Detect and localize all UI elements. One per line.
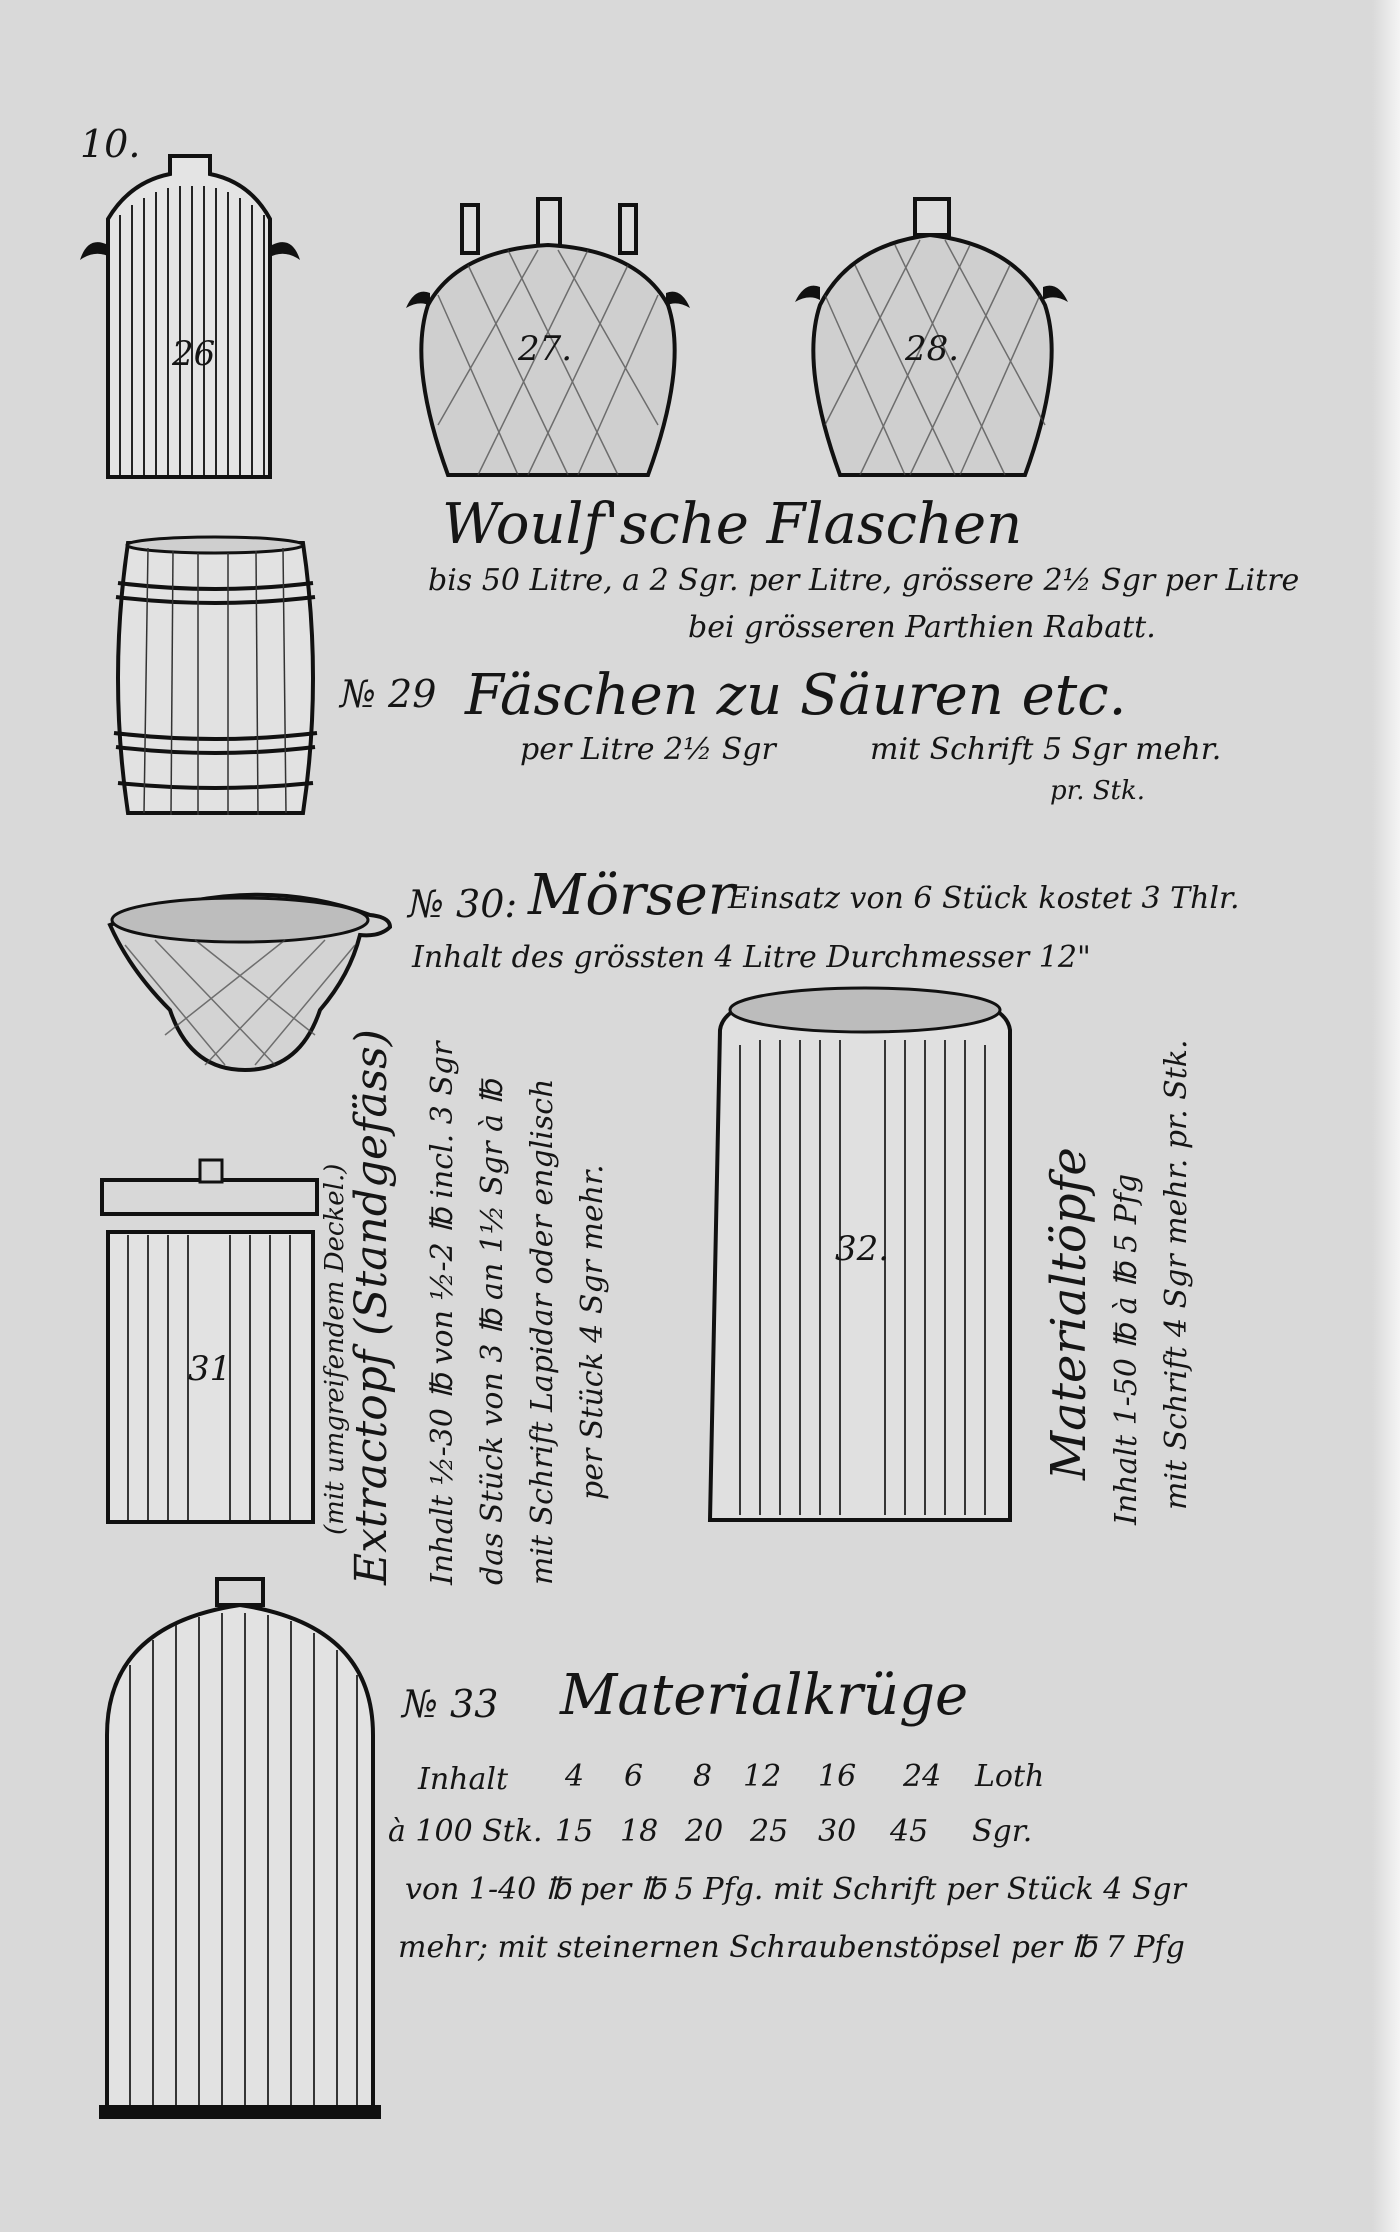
- woulf-line2: bei grösseren Parthien Rabatt.: [688, 610, 1156, 645]
- barrel-29-illustration: [108, 533, 323, 823]
- page-number: 10.: [80, 122, 141, 166]
- item-31-line3: mit Schrift Lapidar oder englisch: [525, 1078, 560, 1585]
- item-33-inhalt-value: 4: [565, 1759, 585, 1794]
- item-32-line1: Inhalt 1-50 ℔ à ℔ 5 Pfg: [1109, 1173, 1144, 1525]
- item-33-title: Materialkrüge: [560, 1663, 969, 1728]
- item-31-line4: per Stück 4 Sgr mehr.: [575, 1164, 610, 1500]
- item-30-title: Mörser: [528, 863, 735, 928]
- item-33-number: № 33: [402, 1682, 499, 1726]
- item-30-line1: Einsatz von 6 Stück kostet 3 Thlr.: [728, 881, 1240, 916]
- label-31: 31: [188, 1349, 232, 1389]
- item-33-preis-label: à 100 Stk.: [388, 1814, 543, 1849]
- item-29-number: № 29: [340, 672, 437, 716]
- label-28: 28.: [905, 329, 960, 369]
- item-33-inhalt-value: 8: [693, 1759, 713, 1794]
- item-31-title: Extractopf (Standgefäss): [346, 1029, 397, 1585]
- item-33-preis-value: 20: [685, 1814, 724, 1849]
- item-29-price: per Litre 2½ Sgr: [520, 732, 776, 767]
- woulf-line1: bis 50 Litre, a 2 Sgr. per Litre, grössere 2½ Sgr per Litre: [428, 563, 1300, 598]
- item-33-preis-value: 45: [890, 1814, 929, 1849]
- jug-33-illustration: [95, 1575, 395, 2145]
- item-33-inhalt-label: Inhalt: [418, 1762, 509, 1797]
- item-31-line1: Inhalt ½-30 ℔ von ½-2 ℔ incl. 3 Sgr: [425, 1041, 460, 1585]
- item-33-inhalt-value: 12: [743, 1759, 782, 1794]
- page-edge: [1372, 0, 1400, 2232]
- label-26: 26: [172, 334, 216, 374]
- item-30-number: № 30:: [408, 882, 518, 926]
- item-29-title: Fäschen zu Säuren etc.: [465, 663, 1127, 728]
- item-31-sub: (mit umgreifendem Deckel.): [320, 1163, 350, 1535]
- item-31-line2: das Stück von 3 ℔ an 1½ Sgr à ℔: [475, 1079, 510, 1585]
- label-32: 32.: [835, 1229, 890, 1269]
- label-27: 27.: [518, 329, 573, 369]
- item-33-inhalt-value: 6: [624, 1759, 644, 1794]
- item-33-inhalt-unit: Loth: [975, 1759, 1045, 1794]
- item-33-preis-value: 15: [555, 1814, 594, 1849]
- item-33-preis-unit: Sgr.: [972, 1814, 1033, 1849]
- jar-26-illustration: [80, 150, 320, 485]
- woulf-bottle-27-illustration: [408, 195, 693, 485]
- item-33-preis-value: 30: [818, 1814, 857, 1849]
- item-33-inhalt-value: 24: [903, 1759, 942, 1794]
- item-33-line3: von 1-40 ℔ per ℔ 5 Pfg. mit Schrift per Stück 4 Sgr: [405, 1872, 1186, 1907]
- item-32-line2: mit Schrift 4 Sgr mehr. pr. Stk.: [1159, 1039, 1194, 1510]
- woulf-title: Woulf'sche Flaschen: [442, 492, 1023, 557]
- item-29-extra2: pr. Stk.: [1050, 776, 1146, 806]
- item-32-title: Materialtöpfe: [1041, 1147, 1097, 1480]
- item-30-line2: Inhalt des grössten 4 Litre Durchmesser 12": [412, 940, 1091, 975]
- item-29-extra: mit Schrift 5 Sgr mehr.: [870, 732, 1222, 767]
- item-33-preis-value: 18: [620, 1814, 659, 1849]
- item-33-line4: mehr; mit steinernen Schraubenstöpsel per ℔ 7 Pfg: [398, 1930, 1185, 1965]
- item-33-preis-value: 25: [750, 1814, 789, 1849]
- jar-32-illustration: [695, 985, 1030, 1530]
- item-33-inhalt-value: 16: [818, 1759, 857, 1794]
- jar-31-illustration: [100, 1160, 325, 1530]
- bottle-28-illustration: [795, 195, 1075, 485]
